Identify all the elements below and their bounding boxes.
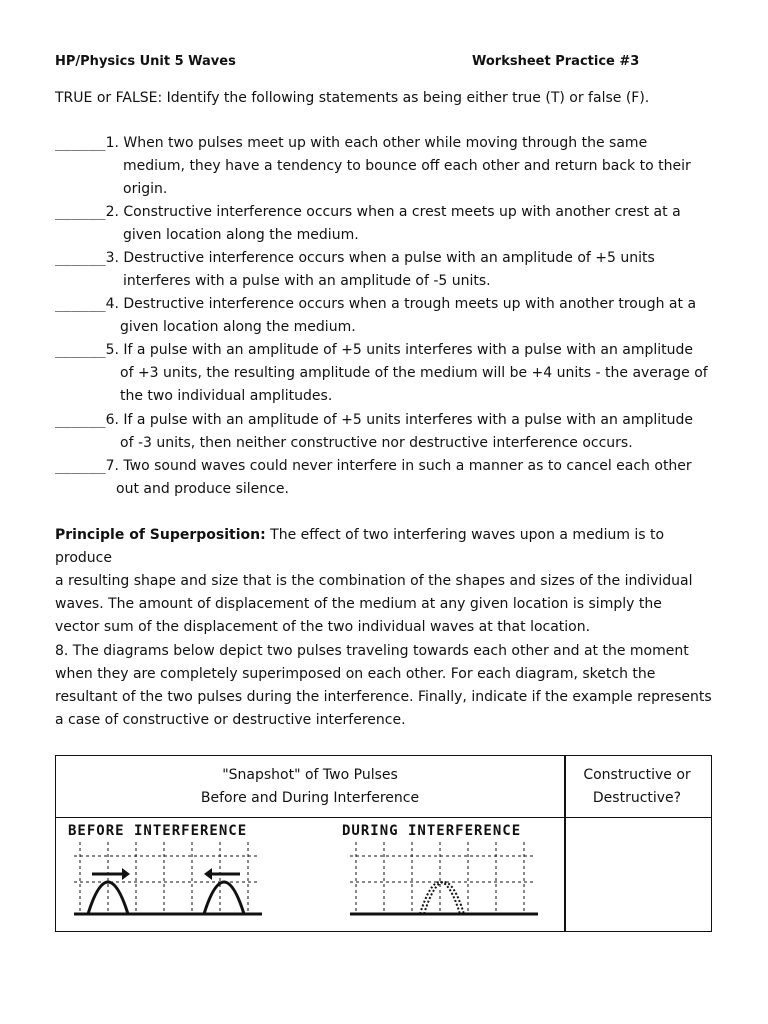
question-4 [55,293,715,339]
question-text-continued: the two individual amplitudes. [120,388,333,404]
right-pulse [204,882,244,914]
answer-blank[interactable]: ______ [55,135,106,151]
question-1 [55,132,715,201]
before-interference-diagram [70,842,270,922]
table-header-row [56,756,711,818]
question-3 [55,247,715,293]
type-header-line-2: Destructive? [592,790,682,806]
superposition-line-2: a resulting shape and size that is the combination of the shapes and sizes of the individual [55,573,693,589]
superposition-line-1: The effect of two interfering waves upon a medium is to produce [55,527,665,566]
question-text-continued: medium, they have a tendency to bounce off each other and return back to their [123,158,691,174]
question-text-continued: of +3 units, the resulting amplitude of the medium will be +4 units - the average of [120,365,708,381]
question-text: 6. If a pulse with an amplitude of +5 units interferes with a pulse with an amplitude [105,412,694,428]
question-5 [55,339,715,408]
worksheet-practice-number: Worksheet Practice #3 [472,54,640,69]
q8-line-3: resultant of the two pulses during the interference. Finally, indicate if the example represents [55,689,712,705]
during-interference-diagram [346,842,546,922]
snapshot-header-line-1: "Snapshot" of Two Pulses [222,767,398,783]
during-interference-title: DURING INTERFERENCE [342,823,522,839]
worksheet-unit-title: HP/Physics Unit 5 Waves [55,54,236,69]
question-6 [55,409,715,455]
question-text: 3. Destructive interference occurs when a pulse with an amplitude of +5 units [105,250,655,266]
answer-blank[interactable]: ______ [55,458,106,474]
question-text-continued: out and produce silence. [116,481,289,497]
type-header-line-1: Constructive or [583,767,691,783]
true-false-instructions: TRUE or FALSE: Identify the following statements as being either true (T) or false (F). [55,90,650,106]
answer-blank[interactable]: ______ [55,412,106,428]
snapshot-header-line-2: Before and During Interference [200,790,420,806]
question-text: 5. If a pulse with an amplitude of +5 units interferes with a pulse with an amplitude [105,342,694,358]
q8-line-4: a case of constructive or destructive interference. [55,712,406,728]
superposition-line-4: vector sum of the displacement of the two individual waves at that location. [55,619,591,635]
answer-blank[interactable]: ______ [55,342,106,358]
question-2 [55,201,715,247]
q8-line-2: when they are completely superimposed on each other. For each diagram, sketch the [55,666,656,682]
answer-blank[interactable]: ______ [55,204,106,220]
question-8-paragraph [55,640,715,732]
before-interference-title: BEFORE INTERFERENCE [68,823,248,839]
superposition-line-3: waves. The amount of displacement of the medium at any given location is simply the [55,596,662,612]
q8-line-1: 8. The diagrams below depict two pulses traveling towards each other and at the moment [55,643,689,659]
left-arrow-icon [204,868,240,880]
question-text-continued: interferes with a pulse with an amplitude of -5 units. [123,273,491,289]
question-text: 7. Two sound waves could never interfere in such a manner as to cancel each other [105,458,692,474]
superposition-paragraph [55,524,715,639]
question-text-continued: given location along the medium. [120,319,356,335]
question-7 [55,455,715,501]
question-text-continued: of -3 units, then neither constructive nor destructive interference occurs. [120,435,633,451]
answer-blank[interactable]: ______ [55,296,106,312]
question-text-continued: given location along the medium. [123,227,359,243]
table-column-divider [564,756,566,931]
snapshot-column-header [56,764,564,810]
question-text-continued: origin. [123,181,168,197]
superposition-term: Principle of Superposition: [55,527,266,543]
question-text: 4. Destructive interference occurs when a trough meets up with another trough at a [105,296,697,312]
answer-blank[interactable]: ______ [55,250,106,266]
type-column-header [564,764,710,810]
right-arrow-icon [92,868,130,880]
question-text: 2. Constructive interference occurs when a crest meets up with another crest at a [105,204,681,220]
question-text: 1. When two pulses meet up with each other while moving through the same [105,135,648,151]
interference-table [55,755,712,932]
